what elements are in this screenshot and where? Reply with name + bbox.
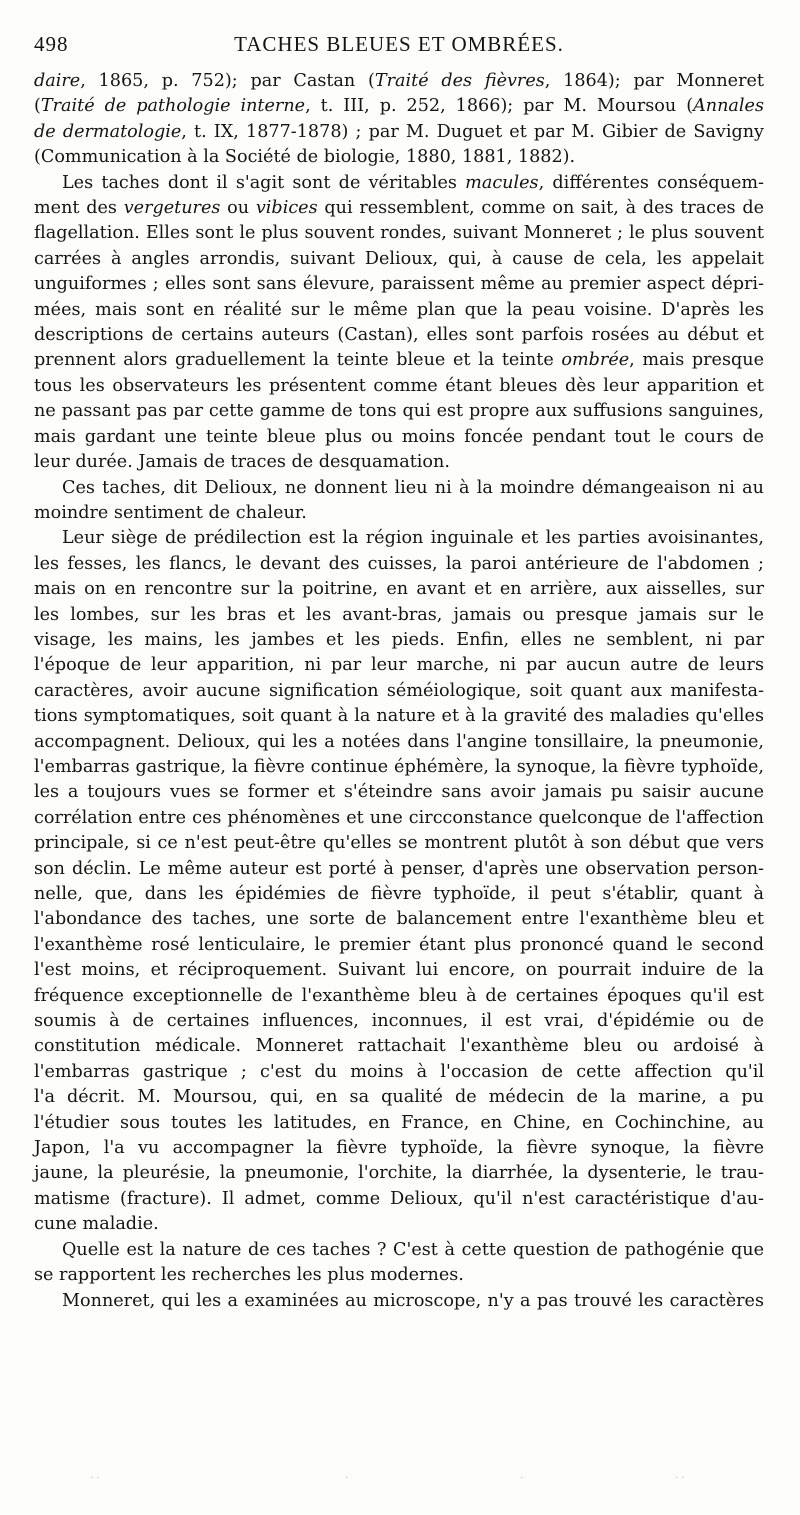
text-run: tous les observateurs les présentent comme étant bleues dès leur apparition et	[34, 375, 764, 396]
text-run: se rapportent les recherches les plus modernes.	[34, 1265, 464, 1286]
text-run: Japon, l'a vu accompagner la fièvre typhoïde, la fièvre synoque, la fièvre	[34, 1138, 764, 1159]
text-run: l'étudier sous toutes les latitudes, en France, en Chine, en Cochinchine, au	[34, 1112, 764, 1133]
text-run: fréquence exceptionnelle de l'exanthème bleu à de certaines époques qu'il est	[34, 985, 764, 1006]
text-run: corrélation entre ces phénomènes et une circconstance quelconque de l'affection	[34, 807, 764, 828]
text-run: caractères, avoir aucune signification séméiologique, soit quant aux manifesta-	[34, 680, 764, 701]
text-line	[34, 272, 764, 297]
text-line	[34, 1238, 764, 1263]
text-run: l'exanthème rosé lenticulaire, le premier étant plus prononcé quand le second	[34, 934, 764, 955]
text-run: jaune, la pleurésie, la pneumonie, l'orchite, la diarrhée, la dysenterie, le trau-	[34, 1163, 764, 1184]
text-line	[34, 628, 764, 653]
text-run: leur durée. Jamais de traces de desquamation.	[34, 452, 450, 473]
text-line	[34, 1289, 764, 1314]
text-run: (Communication à la Société de biologie, 1880, 1881, 1882).	[34, 147, 576, 168]
italic-run: Traité des fièvres	[374, 71, 545, 91]
text-line	[34, 730, 764, 755]
text-run: ou	[220, 198, 256, 219]
text-line	[34, 806, 764, 831]
text-line	[34, 120, 764, 145]
text-line	[34, 933, 764, 958]
italic-run: Annales	[693, 96, 764, 117]
text-line	[34, 831, 764, 856]
body-text	[34, 69, 764, 1314]
text-line	[34, 1212, 764, 1237]
text-line	[34, 145, 764, 170]
text-line	[34, 323, 764, 348]
text-run: flagellation. Elles sont le plus souvent rondes, suivant Monneret ; le plus souvent	[34, 223, 764, 244]
text-line	[34, 476, 764, 501]
text-run: nelle, que, dans les épidémies de fièvre typhoïde, il peut s'établir, quant à	[34, 884, 764, 904]
text-line	[34, 603, 764, 628]
text-run: ment des	[34, 198, 124, 219]
text-run: mais on en rencontre sur la poitrine, en avant et en arrière, aux aisselles, sur	[34, 579, 764, 600]
text-run: unguiformes ; elles sont sans élevure, paraissent même au premier aspect dépri-	[34, 274, 764, 295]
text-line	[34, 348, 764, 373]
text-line	[34, 1187, 764, 1212]
text-line	[34, 171, 764, 196]
text-line	[34, 577, 764, 602]
text-run: l'a décrit. M. Moursou, qui, en sa qualité de médecin de la marine, a pu	[34, 1087, 764, 1108]
text-line	[34, 247, 764, 272]
page-speckles: · · · · · ·	[90, 1473, 685, 1484]
italic-run: daire	[34, 71, 81, 91]
text-run: moindre sentiment de chaleur.	[34, 502, 307, 523]
text-run: , t. III, p. 252, 1866); par M. Moursou (	[305, 96, 694, 117]
text-run: Ces taches, dit Delioux, ne donnent lieu ni à la moindre démangeaison ni au	[62, 477, 764, 498]
text-run: , t. IX, 1877-1878) ; par M. Duguet et par M. Gibier de Savigny	[181, 121, 764, 142]
text-run: accompagnent. Delioux, qui les a notées dans l'angine tonsillaire, la pneumonie,	[34, 731, 764, 752]
text-line	[34, 780, 764, 805]
text-line	[34, 653, 764, 678]
text-line	[34, 907, 764, 932]
text-line	[34, 1085, 764, 1110]
running-title: TACHES BLEUES ET OMBRÉES.	[234, 32, 564, 56]
text-run: les lombes, sur les bras et les avant-bras, jamais ou presque jamais sur le	[34, 604, 764, 625]
text-run: l'embarras gastrique, la fièvre continue éphémère, la synoque, la fièvre typhoïde,	[34, 756, 764, 777]
text-line	[34, 958, 764, 983]
text-line	[34, 501, 764, 526]
text-run: matisme (fracture). Il admet, comme Delioux, qu'il n'est caractéristique d'au-	[34, 1188, 764, 1209]
text-line	[34, 704, 764, 729]
text-run: , 1864); par Monneret	[544, 71, 764, 91]
text-run: l'abondance des taches, une sorte de balancement entre l'exanthème bleu et	[34, 909, 764, 930]
text-run: carrées à angles arrondis, suivant Delioux, qui, à cause de cela, les appelait	[34, 248, 764, 269]
italic-run: Traité de pathologie interne	[40, 96, 306, 117]
text-line	[34, 1034, 764, 1059]
text-line	[34, 1111, 764, 1136]
text-line	[34, 1263, 764, 1288]
text-run: l'embarras gastrique ; c'est du moins à l'occasion de cette affection qu'il	[34, 1061, 764, 1082]
text-line	[34, 1161, 764, 1186]
text-run: l'est moins, et réciproquement. Suivant lui encore, on pourrait induire de la	[34, 960, 764, 981]
text-run: son déclin. Le même auteur est porté à penser, d'après une observation person-	[34, 858, 764, 879]
text-run: mais gardant une teinte bleue plus ou moins foncée pendant tout le cours de	[34, 426, 764, 447]
text-run: Quelle est la nature de ces taches ? C'est à cette question de pathogénie que	[62, 1239, 764, 1260]
text-run: prennent alors graduellement la teinte bleue et la teinte	[34, 350, 562, 371]
text-run: l'époque de leur apparition, ni par leur marche, ni par aucun autre de leurs	[34, 655, 764, 676]
text-run: Monneret, qui les a examinées au microscope, n'y a pas trouvé les caractères	[62, 1290, 764, 1311]
text-line	[34, 425, 764, 450]
text-run: tions symptomatiques, soit quant à la nature et à la gravité des maladies qu'elles	[34, 706, 764, 727]
text-line	[34, 882, 764, 907]
text-run: les a toujours vues se former et s'éteindre sans avoir jamais pu saisir aucune	[34, 782, 764, 803]
text-line	[34, 984, 764, 1009]
text-line	[34, 450, 764, 475]
text-run: (	[34, 96, 41, 117]
text-run: mées, mais sont en réalité sur le même plan que la peau voisine. D'après les	[34, 299, 764, 320]
text-run: , 1865, p. 752); par Castan (	[80, 71, 375, 91]
text-run: , mais presque	[629, 350, 764, 371]
text-run: descriptions de certains auteurs (Castan), elles sont parfois rosées au début et	[34, 325, 764, 346]
running-header	[34, 32, 764, 62]
text-run: cune maladie.	[34, 1214, 159, 1235]
text-line	[34, 679, 764, 704]
text-run: constitution médicale. Monneret rattachait l'exanthème bleu ou ardoisé à	[34, 1036, 764, 1057]
text-line	[34, 374, 764, 399]
text-run: visage, les mains, les jambes et les pieds. Enfin, elles ne semblent, ni par	[34, 629, 764, 650]
text-run: les fesses, les flancs, le devant des cuisses, la paroi antérieure de l'abdomen ;	[34, 553, 764, 574]
text-run: soumis à de certaines influences, inconnues, il est vrai, d'épidémie ou de	[34, 1011, 764, 1032]
text-run: Les taches dont il s'agit sont de véritables	[62, 172, 466, 193]
text-line	[34, 1060, 764, 1085]
italic-run: de dermatologie	[34, 121, 182, 142]
text-line	[34, 552, 764, 577]
page-number: 498	[34, 32, 69, 56]
text-run: ne passant pas par cette gamme de tons qui est propre aux suffusions sanguines,	[34, 401, 764, 422]
text-line	[34, 1009, 764, 1034]
text-line	[34, 857, 764, 882]
text-run: qui ressemblent, comme on sait, à des traces de	[317, 198, 764, 219]
text-run: principale, si ce n'est peut-être qu'elles se montrent plutôt à son début que vers	[34, 833, 764, 854]
text-run: Leur siège de prédilection est la région inguinale et les parties avoisinantes,	[62, 528, 764, 549]
text-run: , différentes conséquem-	[538, 172, 764, 193]
text-line	[34, 755, 764, 780]
text-line	[34, 298, 764, 323]
italic-run: ombrée	[561, 350, 630, 371]
italic-run: vergetures	[123, 198, 221, 219]
text-line	[34, 526, 764, 551]
text-line	[34, 94, 764, 119]
text-line	[34, 399, 764, 424]
italic-run: vibices	[255, 198, 318, 219]
text-line	[34, 196, 764, 221]
italic-run: macules	[465, 172, 539, 193]
text-line	[34, 1136, 764, 1161]
text-line	[34, 221, 764, 246]
text-line	[34, 69, 764, 94]
